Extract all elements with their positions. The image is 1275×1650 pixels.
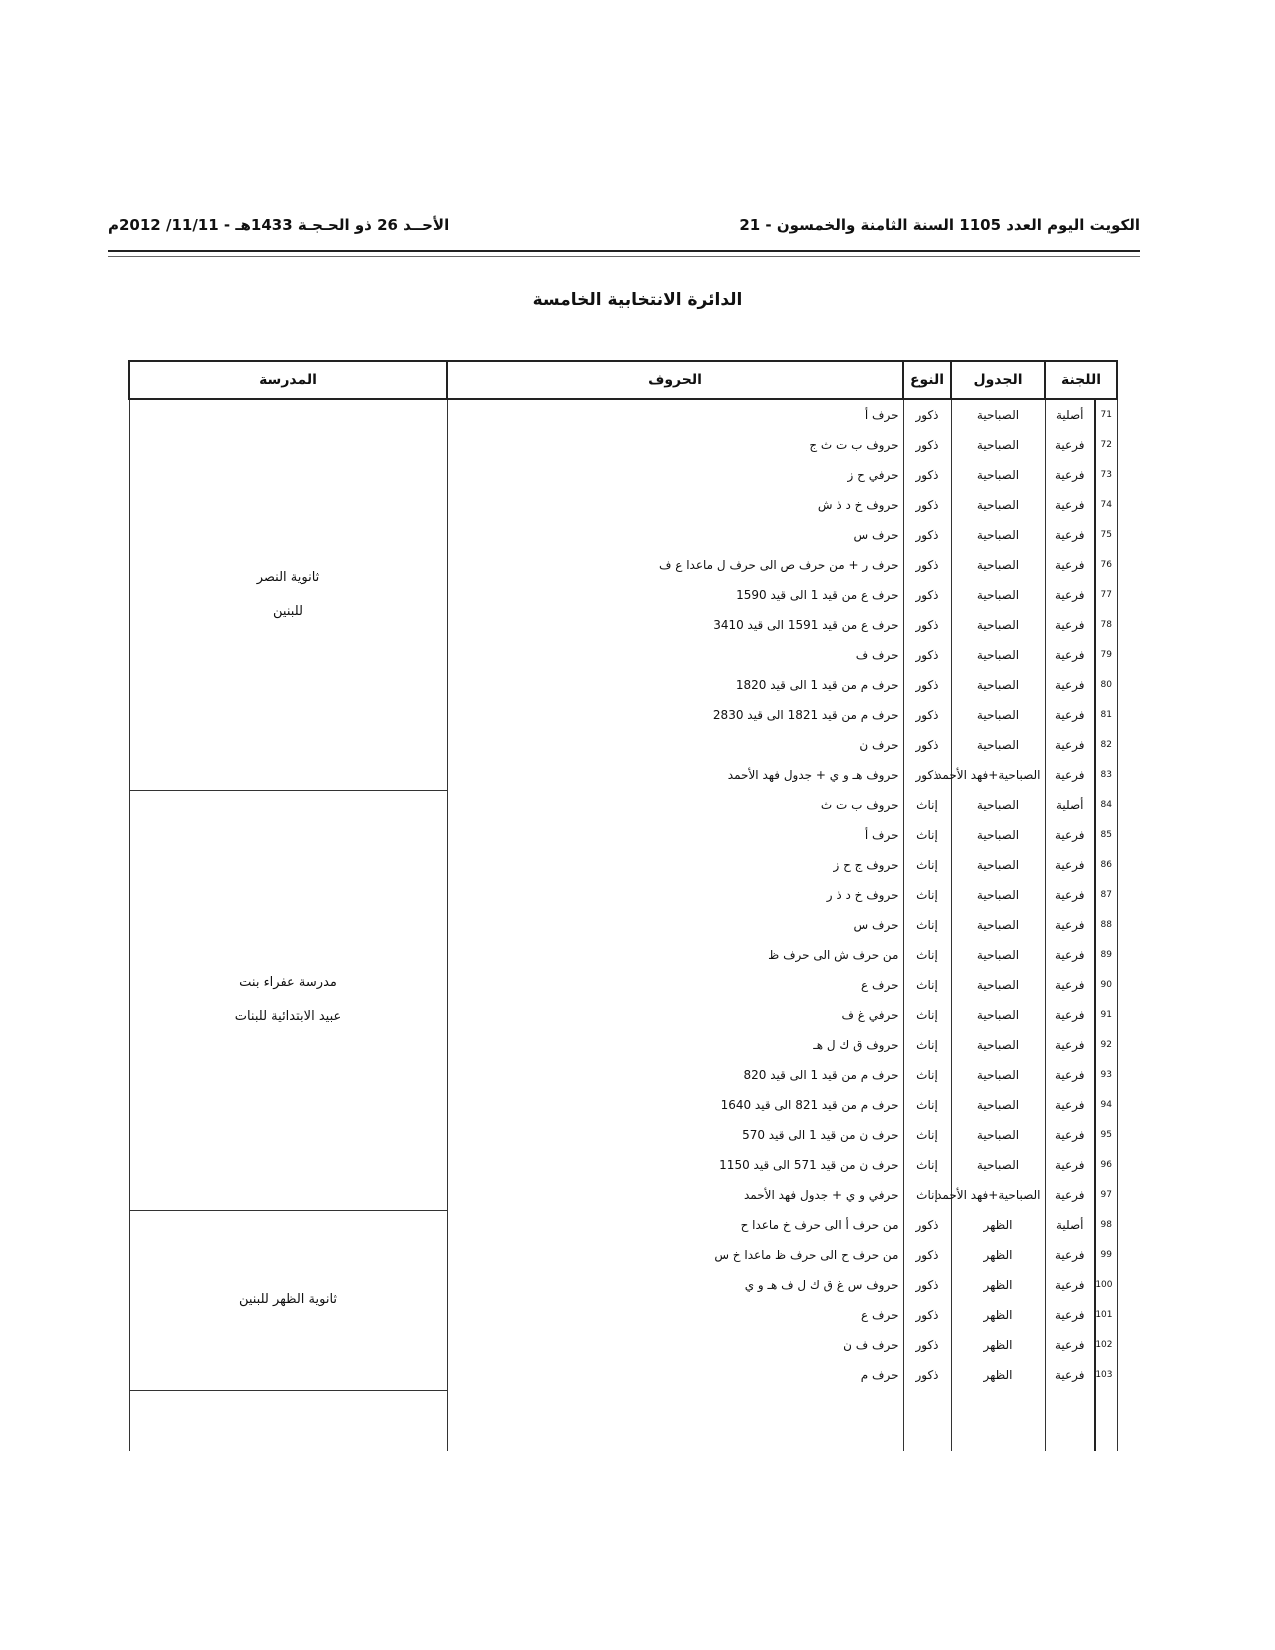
committee-type: فرعية	[1045, 460, 1095, 490]
table-name: الصباحية	[951, 820, 1045, 850]
gender-cell: ذكور	[903, 1360, 951, 1390]
letters-cell: حرفي ح ز	[447, 460, 903, 490]
gender-cell: ذكور	[903, 550, 951, 580]
school-cell	[129, 1210, 447, 1390]
page-title: الدائرة الانتخابية الخامسة	[532, 290, 743, 310]
school-name-line1: ثانوية الظهر للبنين	[238, 1292, 338, 1307]
header-issue: الكويت اليوم العدد 1105 السنة الثامنة والخمسون - 21	[739, 216, 1140, 234]
gender-cell: إناث	[903, 1090, 951, 1120]
committee-type: فرعية	[1045, 640, 1095, 670]
table-name: الصباحية	[951, 700, 1045, 730]
committee-type: فرعية	[1045, 1030, 1095, 1060]
letters-cell: حرف ف	[447, 640, 903, 670]
letters-cell: حرف ف ن	[447, 1330, 903, 1360]
empty-cell	[129, 1390, 447, 1421]
gender-cell: إناث	[903, 1000, 951, 1030]
committee-type: فرعية	[1045, 580, 1095, 610]
committee-type: فرعية	[1045, 1060, 1095, 1090]
committee-type: فرعية	[1045, 1120, 1095, 1150]
committee-number: 82	[1095, 730, 1117, 760]
committee-type: فرعية	[1045, 520, 1095, 550]
empty-cell	[1045, 1421, 1095, 1451]
committee-type: فرعية	[1045, 430, 1095, 460]
gender-cell: ذكور	[903, 430, 951, 460]
table-name: الظهر	[951, 1300, 1045, 1330]
table-body	[129, 399, 1117, 1451]
col-school: المدرسة	[129, 361, 447, 399]
letters-cell: حرف ن من قيد 1 الى قيد 570	[447, 1120, 903, 1150]
committee-number: 81	[1095, 700, 1117, 730]
committee-number: 76	[1095, 550, 1117, 580]
page-header	[108, 216, 1140, 242]
gender-cell: ذكور	[903, 1240, 951, 1270]
table-name: الصباحية	[951, 1150, 1045, 1180]
committee-type: فرعية	[1045, 970, 1095, 1000]
committee-type: أصلية	[1045, 1210, 1095, 1240]
col-table: الجدول	[951, 361, 1045, 399]
empty-cell	[1045, 1390, 1095, 1421]
committee-number: 77	[1095, 580, 1117, 610]
gender-cell: إناث	[903, 1180, 951, 1210]
letters-cell: من حرف ش الى حرف ظ	[447, 940, 903, 970]
gender-cell: إناث	[903, 910, 951, 940]
school-name-line2: للبنين	[273, 603, 303, 619]
letters-cell: حروف خ د ذ ش	[447, 490, 903, 520]
gender-cell: إناث	[903, 880, 951, 910]
gender-cell: إناث	[903, 850, 951, 880]
table-name: الصباحية+فهد الأحمد	[951, 760, 1045, 790]
table-row	[129, 1210, 1117, 1240]
gender-cell: إناث	[903, 1150, 951, 1180]
committee-type: فرعية	[1045, 1360, 1095, 1390]
committee-type: فرعية	[1045, 1180, 1095, 1210]
committee-type: فرعية	[1045, 760, 1095, 790]
table-name: الصباحية	[951, 790, 1045, 820]
table-name: الصباحية	[951, 880, 1045, 910]
gender-cell: ذكور	[903, 1210, 951, 1240]
empty-row	[129, 1390, 1117, 1421]
table-name: الصباحية	[951, 490, 1045, 520]
table-name: الصباحية	[951, 520, 1045, 550]
letters-cell: حروف ق ك ل هـ	[447, 1030, 903, 1060]
empty-cell	[1095, 1390, 1117, 1421]
table-name: الظهر	[951, 1240, 1045, 1270]
gender-cell: إناث	[903, 940, 951, 970]
table-name: الظهر	[951, 1330, 1045, 1360]
gender-cell: ذكور	[903, 1270, 951, 1300]
table-name: الصباحية	[951, 1030, 1045, 1060]
gender-cell: ذكور	[903, 760, 951, 790]
table-row	[129, 399, 1117, 430]
committee-number: 91	[1095, 1000, 1117, 1030]
gender-cell: إناث	[903, 790, 951, 820]
committee-number: 83	[1095, 760, 1117, 790]
header-date: الأحــد 26 ذو الحـجـة 1433هـ - 11/11/ 2012م	[108, 216, 450, 234]
table-header-row	[129, 361, 1117, 399]
empty-cell	[951, 1390, 1045, 1421]
table-name: الصباحية	[951, 399, 1045, 430]
school-cell	[129, 399, 447, 790]
committee-type: أصلية	[1045, 790, 1095, 820]
committee-number: 98	[1095, 1210, 1117, 1240]
table-name: الظهر	[951, 1210, 1045, 1240]
table-name: الصباحية	[951, 940, 1045, 970]
gender-cell: إناث	[903, 1060, 951, 1090]
letters-cell: حروف هـ و ي + جدول فهد الأحمد	[447, 760, 903, 790]
committee-number: 86	[1095, 850, 1117, 880]
committee-number: 85	[1095, 820, 1117, 850]
committee-type: فرعية	[1045, 1240, 1095, 1270]
letters-cell: حروف ب ت ث ج	[447, 430, 903, 460]
table-name: الصباحية	[951, 910, 1045, 940]
empty-cell	[903, 1421, 951, 1451]
table-name: الظهر	[951, 1360, 1045, 1390]
table-name: الصباحية	[951, 430, 1045, 460]
letters-cell: من حرف أ الى حرف خ ماعدا ح	[447, 1210, 903, 1240]
letters-cell: حروف س غ ق ك ل ف هـ و ي	[447, 1270, 903, 1300]
gender-cell: ذكور	[903, 1330, 951, 1360]
committee-number: 95	[1095, 1120, 1117, 1150]
committee-number: 84	[1095, 790, 1117, 820]
table-name: الصباحية	[951, 1060, 1045, 1090]
committee-number: 96	[1095, 1150, 1117, 1180]
gender-cell: ذكور	[903, 580, 951, 610]
letters-cell: حرف م من قيد 821 الى قيد 1640	[447, 1090, 903, 1120]
committee-type: أصلية	[1045, 399, 1095, 430]
committee-number: 102	[1095, 1330, 1117, 1360]
letters-cell: من حرف ح الى حرف ظ ماعدا خ س	[447, 1240, 903, 1270]
table-name: الصباحية	[951, 610, 1045, 640]
committee-number: 75	[1095, 520, 1117, 550]
committee-number: 89	[1095, 940, 1117, 970]
committee-type: فرعية	[1045, 1330, 1095, 1360]
table-name: الصباحية	[951, 1090, 1045, 1120]
table-name: الصباحية	[951, 970, 1045, 1000]
letters-cell: حرف ع	[447, 1300, 903, 1330]
committee-number: 100	[1095, 1270, 1117, 1300]
letters-cell: حروف ب ت ث	[447, 790, 903, 820]
committee-type: فرعية	[1045, 1270, 1095, 1300]
school-name-line1: ثانوية النصر	[256, 569, 320, 585]
gender-cell: ذكور	[903, 610, 951, 640]
committee-number: 74	[1095, 490, 1117, 520]
committee-type: فرعية	[1045, 850, 1095, 880]
committee-number: 90	[1095, 970, 1117, 1000]
committee-number: 93	[1095, 1060, 1117, 1090]
gender-cell: إناث	[903, 970, 951, 1000]
committee-type: فرعية	[1045, 1150, 1095, 1180]
committee-number: 71	[1095, 399, 1117, 430]
gender-cell: إناث	[903, 1120, 951, 1150]
committee-type: فرعية	[1045, 730, 1095, 760]
table-name: الصباحية	[951, 580, 1045, 610]
header-rule-thin	[108, 256, 1140, 257]
empty-cell	[903, 1390, 951, 1421]
committee-number: 99	[1095, 1240, 1117, 1270]
committee-type: فرعية	[1045, 880, 1095, 910]
letters-cell: حرف م من قيد 1821 الى قيد 2830	[447, 700, 903, 730]
table-row	[129, 790, 1117, 820]
committee-type: فرعية	[1045, 700, 1095, 730]
col-gender: النوع	[903, 361, 951, 399]
gender-cell: إناث	[903, 1030, 951, 1060]
letters-cell: حروف ج ح ز	[447, 850, 903, 880]
gender-cell: ذكور	[903, 490, 951, 520]
letters-cell: حرف أ	[447, 399, 903, 430]
school-cell	[129, 790, 447, 1210]
committee-type: فرعية	[1045, 1300, 1095, 1330]
table-name: الصباحية	[951, 1120, 1045, 1150]
committee-number: 88	[1095, 910, 1117, 940]
col-letters: الحروف	[447, 361, 903, 399]
table-name: الصباحية	[951, 730, 1045, 760]
letters-cell: حرف ع من قيد 1591 الى قيد 3410	[447, 610, 903, 640]
letters-cell: حرف س	[447, 910, 903, 940]
committees-table	[128, 360, 1118, 1451]
table-name: الصباحية	[951, 550, 1045, 580]
gender-cell: ذكور	[903, 730, 951, 760]
gender-cell: ذكور	[903, 460, 951, 490]
committee-number: 72	[1095, 430, 1117, 460]
empty-row	[129, 1421, 1117, 1451]
gender-cell: ذكور	[903, 1300, 951, 1330]
gender-cell: إناث	[903, 820, 951, 850]
table-name: الصباحية+فهد الأحمد	[951, 1180, 1045, 1210]
letters-cell: حرف ع	[447, 970, 903, 1000]
committee-number: 87	[1095, 880, 1117, 910]
col-committee: اللجنة	[1045, 361, 1117, 399]
letters-cell: حرف ع من قيد 1 الى قيد 1590	[447, 580, 903, 610]
empty-cell	[1095, 1421, 1117, 1451]
letters-cell: حرف م	[447, 1360, 903, 1390]
gender-cell: ذكور	[903, 520, 951, 550]
letters-cell: حرف س	[447, 520, 903, 550]
committee-type: فرعية	[1045, 910, 1095, 940]
table-name: الصباحية	[951, 460, 1045, 490]
empty-cell	[447, 1421, 903, 1451]
committee-type: فرعية	[1045, 940, 1095, 970]
committee-number: 92	[1095, 1030, 1117, 1060]
table-name: الصباحية	[951, 850, 1045, 880]
committee-type: فرعية	[1045, 1000, 1095, 1030]
empty-cell	[447, 1390, 903, 1421]
table-name: الصباحية	[951, 640, 1045, 670]
header-rule	[108, 250, 1140, 252]
committee-type: فرعية	[1045, 670, 1095, 700]
table-name: الصباحية	[951, 1000, 1045, 1030]
letters-cell: حرف م من قيد 1 الى قيد 820	[447, 1060, 903, 1090]
letters-cell: حرف ن	[447, 730, 903, 760]
committee-number: 97	[1095, 1180, 1117, 1210]
letters-cell: حرف أ	[447, 820, 903, 850]
letters-cell: حروف خ د ذ ر	[447, 880, 903, 910]
committee-type: فرعية	[1045, 490, 1095, 520]
empty-cell	[129, 1421, 447, 1451]
letters-cell: حرف ن من قيد 571 الى قيد 1150	[447, 1150, 903, 1180]
committee-type: فرعية	[1045, 550, 1095, 580]
committee-number: 79	[1095, 640, 1117, 670]
school-name-line1: مدرسة عفراء بنت	[239, 975, 337, 990]
gender-cell: ذكور	[903, 700, 951, 730]
letters-cell: حرفي غ ف	[447, 1000, 903, 1030]
committee-number: 101	[1095, 1300, 1117, 1330]
committee-number: 103	[1095, 1360, 1117, 1390]
gender-cell: ذكور	[903, 640, 951, 670]
letters-cell: حرفي و ي + جدول فهد الأحمد	[447, 1180, 903, 1210]
committee-type: فرعية	[1045, 610, 1095, 640]
committee-type: فرعية	[1045, 820, 1095, 850]
letters-cell: حرف ر + من حرف ص الى حرف ل ماعدا ع ف	[447, 550, 903, 580]
committee-number: 78	[1095, 610, 1117, 640]
school-name-line2: عبيد الابتدائية للبنات	[234, 1009, 342, 1024]
committee-type: فرعية	[1045, 1090, 1095, 1120]
table-name: الظهر	[951, 1270, 1045, 1300]
table-name: الصباحية	[951, 670, 1045, 700]
gender-cell: ذكور	[903, 399, 951, 430]
committee-number: 94	[1095, 1090, 1117, 1120]
letters-cell: حرف م من قيد 1 الى قيد 1820	[447, 670, 903, 700]
committee-number: 80	[1095, 670, 1117, 700]
gender-cell: ذكور	[903, 670, 951, 700]
empty-cell	[951, 1421, 1045, 1451]
committee-number: 73	[1095, 460, 1117, 490]
